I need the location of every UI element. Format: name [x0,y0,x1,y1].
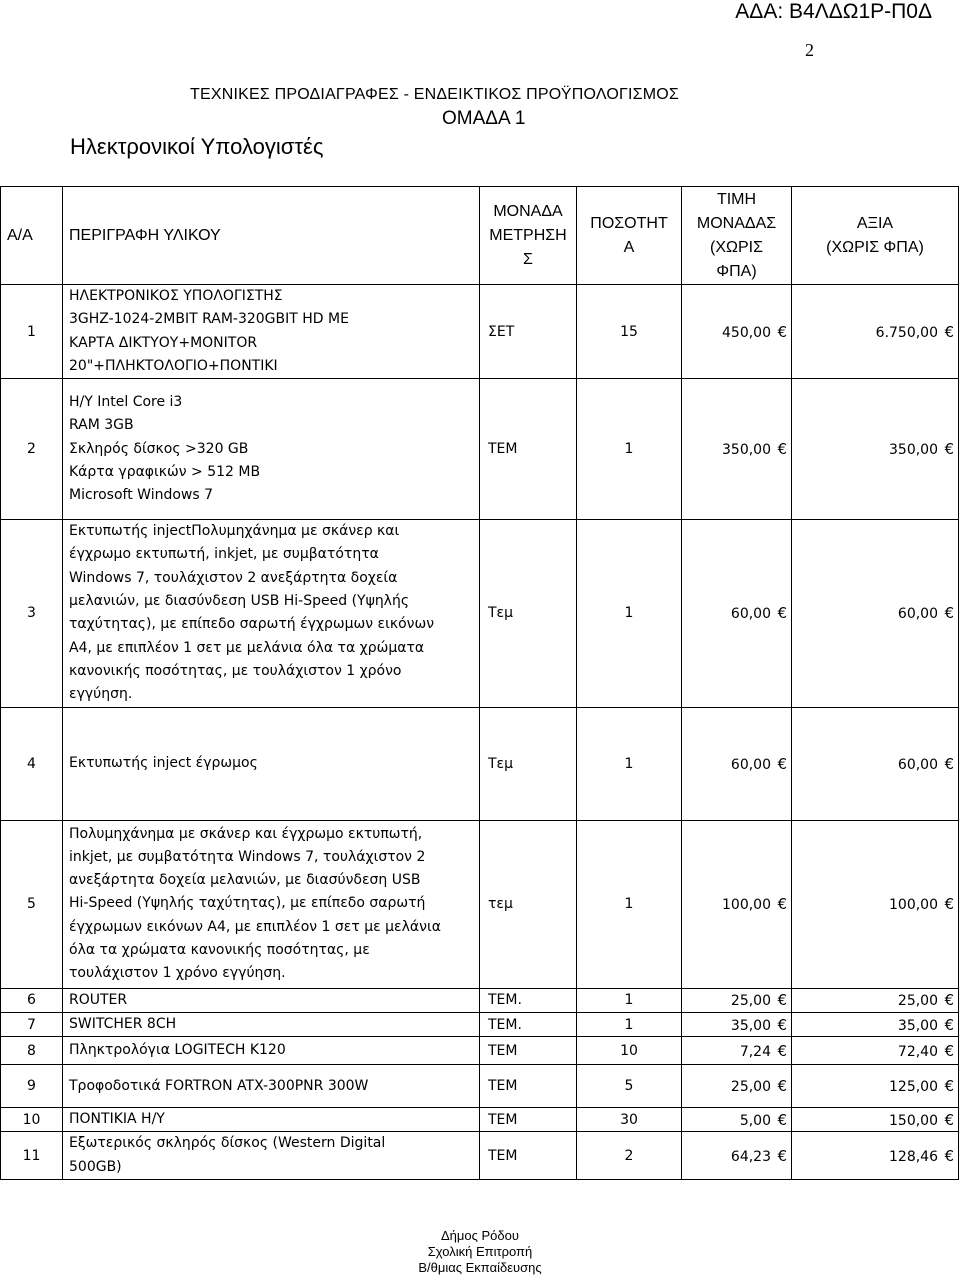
euro-icon: € [777,604,787,623]
table-header-row [1,187,959,285]
row-description-text: Εξωτερικός σκληρός δίσκος (Western Digital 500GB) [69,1135,386,1175]
euro-icon: € [777,1110,787,1129]
row-value-text: 60,00 [897,606,938,623]
group-title: ΟΜΑΔΑ 1 [442,108,526,129]
row-unit [480,1037,577,1065]
row-quantity [577,820,682,988]
euro-icon: € [777,991,787,1010]
row-description-text: Εκτυπωτής injectΠολυμηχάνημα με σκάνερ και έγχρωμο εκτυπωτή, inkjet, με συμβατότητα Windows 7, τουλάχιστον 2 ανεξάρτητα δοχεία μελανιών, με διασύνδεση USB Hi-Speed (Υψηλής ταχύτητας), με επίπεδο σαρωτή έγχρωμων εικόνων A4, με επιπλέον 1 σετ με μελάνια όλα τα χρώματα κανονικής ποσότητας, με τουλάχιστον 1 χρόνο εγγύηση. [69,523,435,703]
row-description [63,520,480,707]
row-quantity-text: 5 [624,1078,634,1095]
row-unit-price [682,820,792,988]
row-unit-text: ΤΕΜ. [488,992,522,1009]
euro-icon: € [777,1041,787,1060]
row-unit-price-text: 100,00 [722,897,771,914]
row-unit-text: ΤΕΜ [488,1078,518,1095]
row-quantity [577,520,682,707]
row-number [1,1132,63,1180]
row-quantity [577,1065,682,1108]
row-quantity-text: 1 [624,605,634,622]
row-value [792,1065,959,1108]
row-unit-price-text: 7,24 [739,1043,771,1060]
items-table [0,186,959,1180]
row-unit-price [682,707,792,820]
row-number-text: 4 [27,755,36,772]
euro-icon: € [777,322,787,341]
row-description-text: Εκτυπωτής inject έγρωμος [69,754,258,771]
row-quantity [577,1108,682,1132]
row-unit-text: ΤΕΜ [488,441,518,458]
euro-icon: € [944,1077,954,1096]
row-unit [480,285,577,379]
row-unit-price [682,1132,792,1180]
row-number [1,1037,63,1065]
row-quantity [577,1012,682,1036]
row-value-text: 60,00 [897,756,938,773]
table-row [1,379,959,520]
footer-line-3: Β/θμιας Εκπαίδευσης [418,1260,542,1275]
euro-icon: € [944,1015,954,1034]
row-description [63,1065,480,1108]
row-quantity-text: 30 [620,1111,638,1128]
euro-icon: € [944,440,954,459]
spec-title: ΤΕΧΝΙΚΕΣ ΠΡΟΔΙΑΓΡΑΦΕΣ - ΕΝΔΕΙΚΤΙΚΟΣ ΠΡΟΫΠΟΛΟΓΙΣΜΟΣ [190,86,680,103]
row-unit-price-text: 35,00 [730,1017,771,1034]
row-value-text: 150,00 [889,1112,938,1129]
row-unit-price-text: 5,00 [739,1112,771,1129]
row-unit-price-text: 60,00 [730,606,771,623]
row-description-text: ΠΟΝΤΙΚΙΑ Η/Υ [69,1111,165,1128]
table-row [1,707,959,820]
footer-line-2: Σχολική Επιτροπή [427,1244,533,1259]
euro-icon: € [944,895,954,914]
row-value [792,1037,959,1065]
row-unit-price [682,1065,792,1108]
row-unit [480,1132,577,1180]
euro-icon: € [944,754,954,773]
row-quantity-text: 1 [624,1016,634,1033]
row-quantity-text: 15 [620,323,638,340]
row-quantity [577,379,682,520]
euro-icon: € [944,604,954,623]
row-number-text: 2 [27,441,36,458]
row-value-text: 125,00 [889,1079,938,1096]
row-value-text: 100,00 [889,897,938,914]
euro-icon: € [944,1110,954,1129]
row-value [792,379,959,520]
euro-icon: € [777,1015,787,1034]
row-description-text: Τροφοδοτικά FORTRON ATX-300PNR 300W [69,1077,369,1094]
table-row [1,820,959,988]
row-number [1,285,63,379]
row-value [792,1108,959,1132]
row-unit-text: ΤΕΜ [488,1042,518,1059]
row-value [792,1132,959,1180]
row-value-text: 72,40 [897,1043,938,1060]
table-row [1,1012,959,1036]
row-quantity-text: 2 [624,1147,634,1164]
row-unit [480,820,577,988]
table-row [1,988,959,1012]
row-quantity-text: 1 [624,992,634,1009]
row-quantity-text: 1 [624,441,634,458]
row-unit-price-text: 25,00 [730,1079,771,1096]
row-unit-price-text: 450,00 [722,324,771,341]
row-description [63,285,480,379]
header-aa: Α/Α [1,187,63,285]
row-number-text: 7 [27,1016,36,1033]
row-unit-price-text: 25,00 [730,993,771,1010]
table-row [1,1132,959,1180]
row-number-text: 3 [27,605,36,622]
euro-icon: € [944,1146,954,1165]
row-value-text: 35,00 [897,1017,938,1034]
row-number-text: 8 [27,1042,36,1059]
row-value [792,520,959,707]
row-description-text: Πολυμηχάνημα με σκάνερ και έγχρωμο εκτυπωτή, inkjet, με συμβατότητα Windows 7, τουλάχιστον 2 ανεξάρτητα δοχεία μελανιών, με διασύνδεση USB Hi-Speed (Υψηλής ταχύτητας), με επίπεδο σαρωτή έγχρωμων εικόνων A4, με επιπλέον 1 σετ με μελάνια όλα τα χρώματα κανονικής ποσότητας, με τουλάχιστον 1 χρόνο εγγύηση. [69,825,441,982]
row-description [63,1037,480,1065]
ada-code: ΑΔΑ: Β4ΛΔΩ1Ρ-Π0Δ [735,0,932,23]
row-number [1,379,63,520]
row-unit [480,379,577,520]
footer-line-1: Δήμος Ρόδου [441,1228,519,1243]
row-number [1,1012,63,1036]
row-value-text: 25,00 [897,993,938,1010]
row-unit-price-text: 60,00 [730,756,771,773]
euro-icon: € [777,754,787,773]
row-number [1,520,63,707]
row-value [792,820,959,988]
row-number-text: 11 [22,1147,41,1164]
table-row [1,1108,959,1132]
euro-icon: € [944,322,954,341]
row-quantity-text: 1 [624,896,634,913]
row-description [63,820,480,988]
row-unit-text: ΤΕΜ [488,1147,518,1164]
row-unit [480,988,577,1012]
row-number-text: 5 [27,896,36,913]
row-unit-price [682,520,792,707]
row-unit-text: Τεμ [488,755,514,772]
row-description [63,379,480,520]
table-row [1,1065,959,1108]
row-quantity [577,707,682,820]
row-unit-price-text: 350,00 [722,442,771,459]
row-number [1,1108,63,1132]
row-quantity [577,988,682,1012]
row-value-text: 6.750,00 [875,324,938,341]
row-quantity-text: 1 [624,755,634,772]
row-value-text: 350,00 [889,442,938,459]
row-description-text: SWITCHER 8CH [69,1015,177,1032]
row-unit-text: ΤΕΜ [488,1111,518,1128]
row-unit-text: τεμ [488,896,513,913]
row-quantity-text: 10 [620,1042,638,1059]
row-description-text: ROUTER [69,991,128,1008]
row-number [1,707,63,820]
header-description: ΠΕΡΙΓΡΑΦΗ ΥΛΙΚΟΥ [63,187,480,285]
row-number-text: 9 [27,1078,36,1095]
row-unit-price [682,285,792,379]
row-number [1,1065,63,1108]
row-unit-text: Τεμ [488,605,514,622]
row-description [63,1108,480,1132]
row-unit [480,707,577,820]
row-value [792,1012,959,1036]
row-unit [480,1065,577,1108]
row-quantity [577,1132,682,1180]
row-unit-price [682,1108,792,1132]
row-unit-price [682,1012,792,1036]
header-unit-price: ΤΙΜΗ ΜΟΝΑΔΑΣ (ΧΩΡΙΣ ΦΠΑ) [682,187,792,285]
row-value-text: 128,46 [889,1148,938,1165]
row-unit-price [682,379,792,520]
euro-icon: € [944,991,954,1010]
page-number: 2 [805,40,814,60]
row-number-text: 1 [27,323,36,340]
header-value: ΑΞΙΑ (ΧΩΡΙΣ ΦΠΑ) [792,187,959,285]
row-value [792,988,959,1012]
row-unit-price-text: 64,23 [730,1148,771,1165]
row-description [63,1132,480,1180]
row-unit [480,520,577,707]
row-quantity [577,1037,682,1065]
table-row [1,520,959,707]
row-quantity [577,285,682,379]
euro-icon: € [777,1146,787,1165]
row-number [1,988,63,1012]
row-description [63,707,480,820]
euro-icon: € [777,895,787,914]
header-quantity: ΠΟΣΟΤΗΤ Α [577,187,682,285]
row-unit [480,1012,577,1036]
row-number [1,820,63,988]
row-number-text: 6 [27,992,36,1009]
row-description [63,988,480,1012]
euro-icon: € [777,1077,787,1096]
row-unit [480,1108,577,1132]
euro-icon: € [777,440,787,459]
row-unit-text: ΤΕΜ. [488,1016,522,1033]
row-description [63,1012,480,1036]
row-unit-price [682,1037,792,1065]
header-unit: ΜΟΝΑΔΑ ΜΕΤΡΗΣΗ Σ [480,187,577,285]
row-value [792,285,959,379]
table-row [1,1037,959,1065]
row-unit-price [682,988,792,1012]
footer [0,1228,960,1276]
row-description-text: Η/Υ Intel Core i3 RAM 3GB Σκληρός δίσκος >320 GB Κάρτα γραφικών > 512 MB Microsoft Windows 7 [69,393,261,504]
row-description-text: Πληκτρολόγια LOGITECH K120 [69,1042,286,1058]
row-value [792,707,959,820]
row-description-text: ΗΛΕΚΤΡΟΝΙΚΟΣ ΥΠΟΛΟΓΙΣΤΗΣ 3GHZ-1024-2MBIT RAM-320GBIT HD ΜΕ ΚΑΡΤΑ ΔΙΚΤΥΟΥ+MONITOR 20"+ΠΛΗΚΤΟΛΟΓΙΟ+ΠΟΝΤΙΚΙ [69,288,349,374]
table-row [1,285,959,379]
euro-icon: € [944,1041,954,1060]
row-number-text: 10 [22,1111,41,1128]
row-unit-text: ΣΕΤ [488,323,515,340]
section-title: Ηλεκτρονικοί Υπολογιστές [70,134,324,159]
